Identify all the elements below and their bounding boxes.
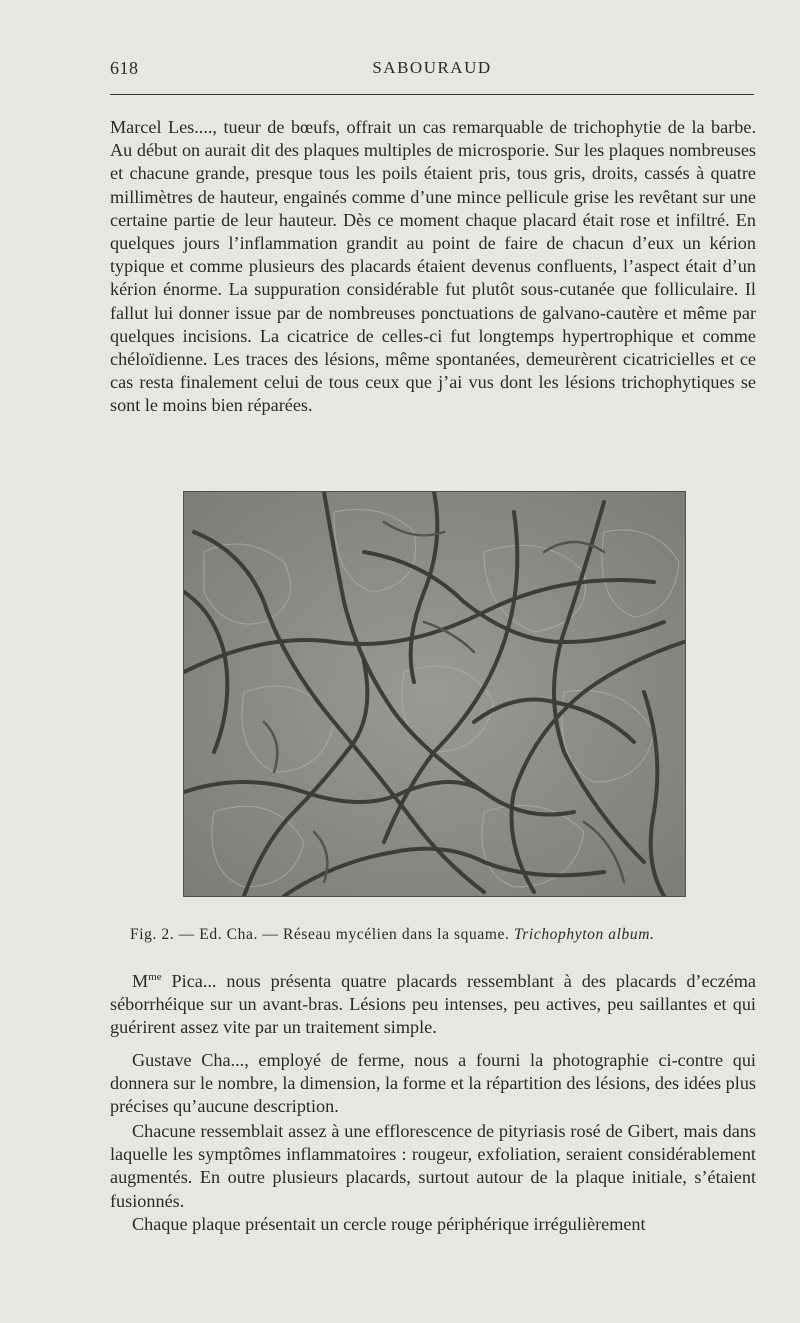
paragraph-efflorescence: Chacune ressemblait assez à une efflorescence de pityriasis rosé de Gibert, mais dans laquelle les symptômes inflammatoires : rougeur, exfoliation, seraient considérablement augmentés. En outre plusieurs placards, surtout autour de la plaque initiale, s’étaient fusionnés. <box>110 1121 756 1211</box>
page-number: 618 <box>110 58 139 78</box>
header-rule <box>110 94 754 95</box>
running-head: SABOURAUD <box>372 58 492 77</box>
page-header <box>110 58 754 88</box>
caption-species: Trichophyton album. <box>513 926 655 943</box>
p2-prefix: M <box>132 971 149 992</box>
figure-caption <box>130 926 770 944</box>
paragraph-gustave: Gustave Cha..., employé de ferme, nous a fourni la photographie ci-contre qui donnera sur le nombre, la dimension, la forme et la répartition des lésions, des idées plus précises qu’aucune description. <box>110 1050 756 1117</box>
caption-text: Fig. 2. — Ed. Cha. — Réseau mycélien dans la squame. <box>130 926 514 943</box>
micrograph-figure <box>184 492 685 896</box>
p2-superscript: me <box>148 971 162 983</box>
paragraph-plaque: Chaque plaque présentait un cercle rouge périphérique irrégulièrement <box>132 1214 646 1234</box>
mycelial-network-image <box>184 492 685 896</box>
p2-text: Pica... nous présenta quatre placards ressemblant à des placards d’eczéma séborrhéique sur un avant-bras. Lésions peu intenses, peu actives, peu saillantes et qui guérirent assez vite par un traitement simple. <box>110 971 756 1038</box>
paragraph-pica <box>110 966 756 1040</box>
paragraph-marcel: Marcel Les...., tueur de bœufs, offrait un cas remarquable de trichophytie de la barbe. Au début on aurait dit des plaques multiples de microsporie. Sur les plaques nombreuses et chacune grande, presque tous les poils étaient pris, tous gris, droits, cassés à quatre millimètres de hauteur, engainés comme d’une mince pellicule grise les revêtant sur une certaine partie de leur hauteur. Dès ce moment chaque placard était rose et infiltré. En quelques jours l’inflammation grandit au point de faire de chacun d’eux un kérion typique et comme plusieurs des placards étaient devenus confluents, l’aspect était d’un kérion énorme. La suppuration considérable fut plutôt sous-cutanée que folliculaire. Il fallut lui donner issue par de nombreuses ponctuations de galvano-cautère et même par quelques incisions. La cicatrice de celles-ci fut longtemps hypertrophique et comme chéloïdienne. Les traces des lésions, même spontanées, demeurèrent cicatricielles et ce cas resta finalement celui de tous ceux que j’ai vus dont les lésions trichophytiques se sont le moins bien réparées. <box>110 117 756 416</box>
